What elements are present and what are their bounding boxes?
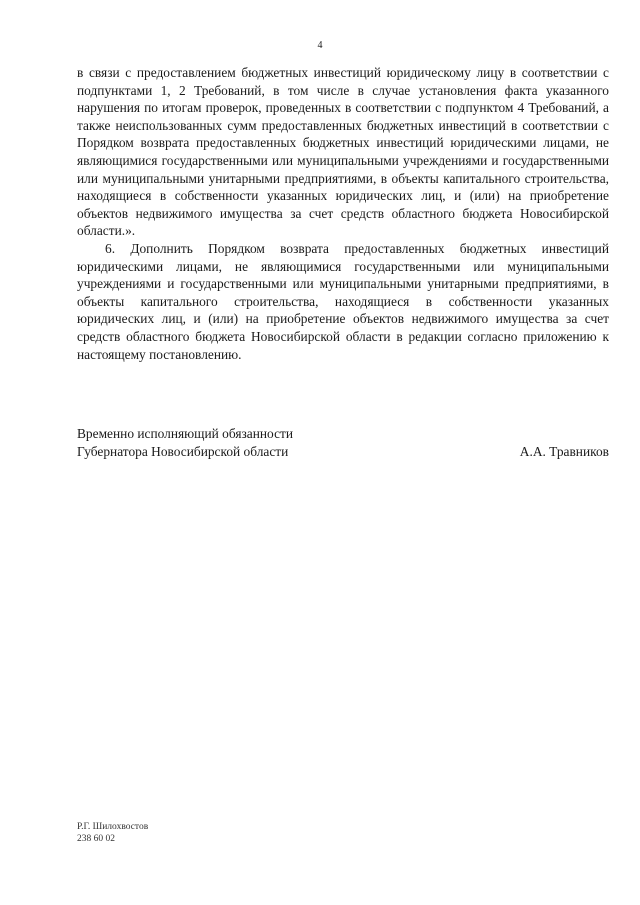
executor-phone: 238 60 02 [77, 834, 115, 844]
signatory-position-line-2: Губернатора Новосибирской области [77, 444, 289, 459]
executor-footer [77, 821, 148, 845]
signatory-name: А.А. Травников [519, 444, 609, 459]
signature-block [77, 425, 609, 461]
document-body [77, 64, 609, 363]
paragraph-continuation: в связи с предоставлением бюджетных инвестиций юридическому лицу в соответствии с подпунктами 1, 2 Требований, в том числе в случае установления факта указанного нарушения по итогам проверок, проведенных в соответствии с подпунктом 4 Требований, а также неиспользованных сумм предоставленных бюджетных инвестиций в соответствии с Порядком возврата предоставленных бюджетных инвестиций юридическими лицами, не являющимися государственными или муниципальными учреждениями и государственными или муниципальными унитарными предприятиями, в объекты капитального строительства, находящиеся в собственности указанных юридических лиц, и (или) на приобретение объектов недвижимого имущества за счет средств областного бюджета Новосибирской области.». [77, 65, 609, 239]
executor-name: Р.Г. Шилохвостов [77, 822, 149, 832]
paragraph-item-6: 6. Дополнить Порядком возврата предоставленных бюджетных инвестиций юридическими лицами, не являющимися государственными или муниципальными учреждениями и государственными или муниципальными унитарными предприятиями, в объекты капитального строительства, находящиеся в собственности указанных юридических лиц, и (или) на приобретение объектов недвижимого имущества за счет средств областного бюджета Новосибирской области в редакции согласно приложению к настоящему постановлению. [77, 240, 609, 362]
signatory-position-line-1: Временно исполняющий обязанности [77, 426, 294, 441]
signature-row [77, 443, 609, 461]
page-number: 4 [317, 40, 323, 51]
